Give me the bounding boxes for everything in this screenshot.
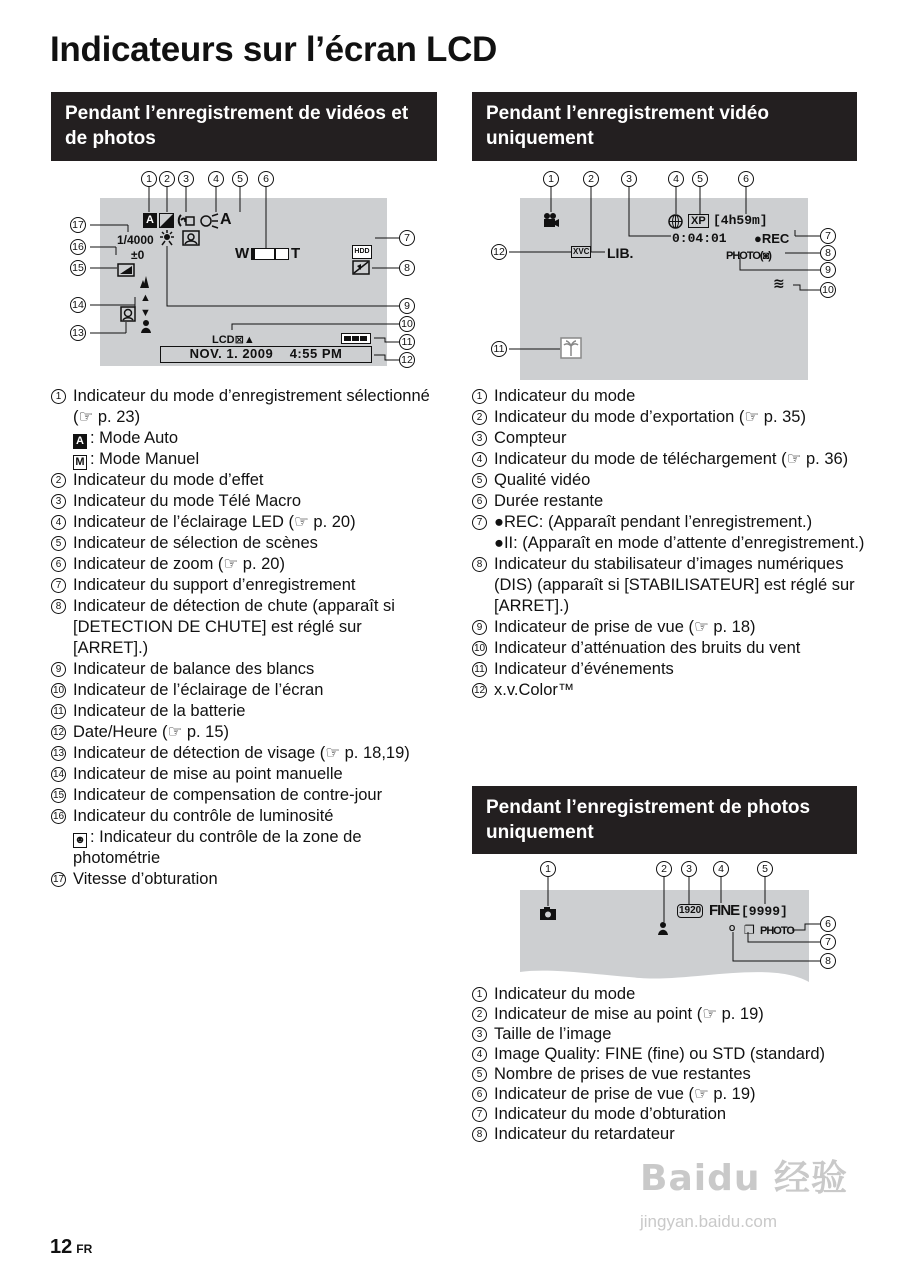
callout-4: 4	[668, 171, 684, 187]
baidu-logo: Baidu 经验	[640, 1158, 849, 1199]
list-item: 3 Compteur	[472, 428, 872, 449]
callout-17: 17	[70, 217, 86, 233]
list-item: 2 Indicateur du mode d’effet	[51, 470, 441, 491]
list-item: 1 Indicateur du mode	[472, 984, 872, 1004]
indicator-list-photo-only	[472, 984, 872, 1144]
callout-8: 8	[399, 260, 415, 276]
list-item: 6 Indicateur de prise de vue (☞ p. 19)	[472, 1084, 872, 1104]
indicator-list-video-only	[472, 386, 872, 701]
callout-7: 7	[399, 230, 415, 246]
callout-9: 9	[399, 298, 415, 314]
metering-area-icon: ☻	[74, 834, 86, 846]
callout-leader-lines-2	[0, 0, 901, 400]
sub-item-manual: M : Mode Manuel	[51, 449, 441, 470]
xvcolor-icon: XVC	[573, 247, 590, 256]
hdd-media-icon: HDD	[352, 245, 372, 259]
list-item: 6 Indicateur de zoom (☞ p. 20)	[51, 554, 441, 575]
callout-15: 15	[70, 260, 86, 276]
image-size-indicator: 1920	[679, 905, 702, 916]
image-quality-indicator: FINE	[709, 902, 740, 919]
callout-8: 8	[820, 245, 836, 261]
callout-5: 5	[232, 171, 248, 187]
list-item: 3 Indicateur du mode Télé Macro	[51, 491, 441, 512]
section-header-video-photo: Pendant l’enregistrement de vidéos et de photos	[51, 92, 437, 161]
list-item: 13 Indicateur de détection de visage (☞ p. 18,19)	[52, 744, 410, 762]
list-item: 11 Indicateur d’événements	[472, 659, 872, 680]
list-item: 7 ●REC: (Apparaît pendant l’enregistrement.)	[472, 512, 872, 533]
list-item: 1 Indicateur du mode	[472, 386, 872, 407]
list-item: 17 Vitesse d’obturation	[52, 870, 218, 888]
sub-item-pause: ●II: (Apparaît en mode d’attente d’enregistrement.)	[494, 534, 865, 552]
callout-8: 8	[820, 953, 836, 969]
sub-item-metering: ☻ : Indicateur du contrôle de la zone de photométrie	[73, 828, 362, 867]
callout-14: 14	[70, 297, 86, 313]
list-item: 4 Image Quality: FINE (fine) ou STD (standard)	[472, 1044, 872, 1064]
dis-icon: (◙)	[759, 250, 771, 262]
callout-1: 1	[543, 171, 559, 187]
callout-2: 2	[159, 171, 175, 187]
list-item: 6 Durée restante	[472, 491, 872, 512]
list-item: 15 Indicateur de compensation de contre-jour	[52, 786, 383, 804]
callout-4: 4	[713, 861, 729, 877]
callout-10: 10	[399, 316, 415, 332]
baidu-url: jingyan.baidu.com	[640, 1212, 778, 1231]
rec-indicator: ●REC	[754, 231, 790, 246]
callout-1: 1	[540, 861, 556, 877]
photo-shooting-indicator: PHOTO	[760, 925, 794, 937]
page-title: Indicateurs sur l’écran LCD	[50, 30, 498, 69]
auto-mode-icon: A	[73, 434, 87, 449]
focus-up-arrow-icon: ▲	[140, 292, 151, 304]
callout-1: 1	[141, 171, 157, 187]
list-item: 5 Indicateur de sélection de scènes	[51, 533, 441, 554]
list-item: 8 Indicateur du stabilisateur d’images numériques (DIS) (apparaît si [STABILISATEUR] est réglé sur [ARRET].)	[472, 554, 872, 617]
callout-3: 3	[681, 861, 697, 877]
callout-6: 6	[738, 171, 754, 187]
baidu-watermark	[640, 1150, 849, 1231]
callout-2: 2	[656, 861, 672, 877]
callout-16: 16	[70, 239, 86, 255]
list-item: 5 Qualité vidéo	[472, 470, 872, 491]
sub-item-auto: A : Mode Auto	[51, 428, 441, 449]
shutter-speed: 1/4000	[117, 233, 154, 247]
callout-3: 3	[178, 171, 194, 187]
callout-13: 13	[70, 325, 86, 341]
list-item: 3 Taille de l’image	[472, 1024, 872, 1044]
callout-6: 6	[258, 171, 274, 187]
focus-down-arrow-icon: ▼	[140, 307, 151, 319]
callout-12: 12	[399, 352, 415, 368]
remaining-time: [4h59m]	[713, 213, 768, 228]
list-item: 4 Indicateur de l’éclairage LED (☞ p. 20)	[51, 512, 441, 533]
date-time-display: NOV. 1. 2009 4:55 PM	[160, 346, 372, 363]
list-item: 9 Indicateur de balance des blancs	[51, 659, 441, 680]
list-item: 7 Indicateur du mode d’obturation	[472, 1104, 872, 1124]
callout-9: 9	[820, 262, 836, 278]
lcd-label: LCD	[212, 334, 235, 346]
list-item: 2 Indicateur de mise au point (☞ p. 19)	[472, 1004, 872, 1024]
list-item: 8 Indicateur du retardateur	[472, 1124, 872, 1144]
lcd-backlight-icon: ⊠▲	[234, 334, 255, 346]
remaining-shots: [9999]	[741, 904, 788, 919]
list-item: 12 Date/Heure (☞ p. 15)	[52, 723, 230, 741]
scene-select-indicator: A	[220, 211, 232, 228]
auto-mode-icon: A	[143, 213, 157, 228]
counter: 0:04:01	[672, 231, 727, 246]
callout-3: 3	[621, 171, 637, 187]
indicator-list-video-photo	[51, 386, 441, 890]
list-item: 16 Indicateur du contrôle de luminosité	[52, 807, 334, 825]
brightness-value: ±0	[131, 248, 145, 262]
list-item: 9 Indicateur de prise de vue (☞ p. 18)	[472, 617, 872, 638]
wind-cut-icon: ≋	[773, 275, 785, 291]
callout-7: 7	[820, 228, 836, 244]
page-number: 12 FR	[50, 1236, 93, 1258]
list-item: 5 Nombre de prises de vue restantes	[472, 1064, 872, 1084]
manual-mode-icon: M	[73, 455, 87, 470]
list-item: 10 Indicateur de l’éclairage de l’écran	[52, 681, 324, 699]
callout-7: 7	[820, 934, 836, 950]
video-quality-indicator: XP	[688, 214, 709, 228]
callout-5: 5	[692, 171, 708, 187]
zoom-w-label: W	[235, 245, 250, 262]
callout-10: 10	[820, 282, 836, 298]
callout-5: 5	[757, 861, 773, 877]
export-mode-indicator: LIB.	[607, 245, 634, 261]
self-timer-icon: ᴼ	[729, 923, 736, 937]
callout-4: 4	[208, 171, 224, 187]
callout-2: 2	[583, 171, 599, 187]
callout-11: 11	[399, 334, 415, 350]
list-item: 2 Indicateur du mode d’exportation (☞ p. 35)	[472, 407, 872, 428]
shutter-mode-icon: ❐	[744, 923, 755, 937]
language-code: FR	[76, 1242, 93, 1256]
list-item: 4 Indicateur du mode de téléchargement (☞ p. 36)	[472, 449, 872, 470]
list-item: 7 Indicateur du support d’enregistrement	[51, 575, 441, 596]
photo-shooting-indicator: PHOTO(◙)	[726, 250, 771, 262]
item-number-1: 1	[51, 389, 66, 404]
list-item: 10 Indicateur d’atténuation des bruits du vent	[473, 639, 801, 657]
callout-11: 11	[491, 341, 507, 357]
list-item: 8 Indicateur de détection de chute (apparaît si [DETECTION DE CHUTE] est réglé sur [ARRET].)	[51, 596, 441, 659]
callout-12: 12	[491, 244, 507, 260]
list-item: 11 Indicateur de la batterie	[51, 701, 441, 722]
list-item: 12 x.v.Color™	[473, 681, 575, 699]
list-item: 14 Indicateur de mise au point manuelle	[52, 765, 343, 783]
section-header-video-only: Pendant l’enregistrement vidéo uniquement	[472, 92, 857, 161]
item-text: Indicateur du mode d’enregistrement sélectionné (☞ p. 23)	[73, 387, 430, 426]
zoom-t-label: T	[291, 245, 301, 262]
callout-6: 6	[820, 916, 836, 932]
section-header-photo-only: Pendant l’enregistrement de photos uniquement	[472, 786, 857, 854]
